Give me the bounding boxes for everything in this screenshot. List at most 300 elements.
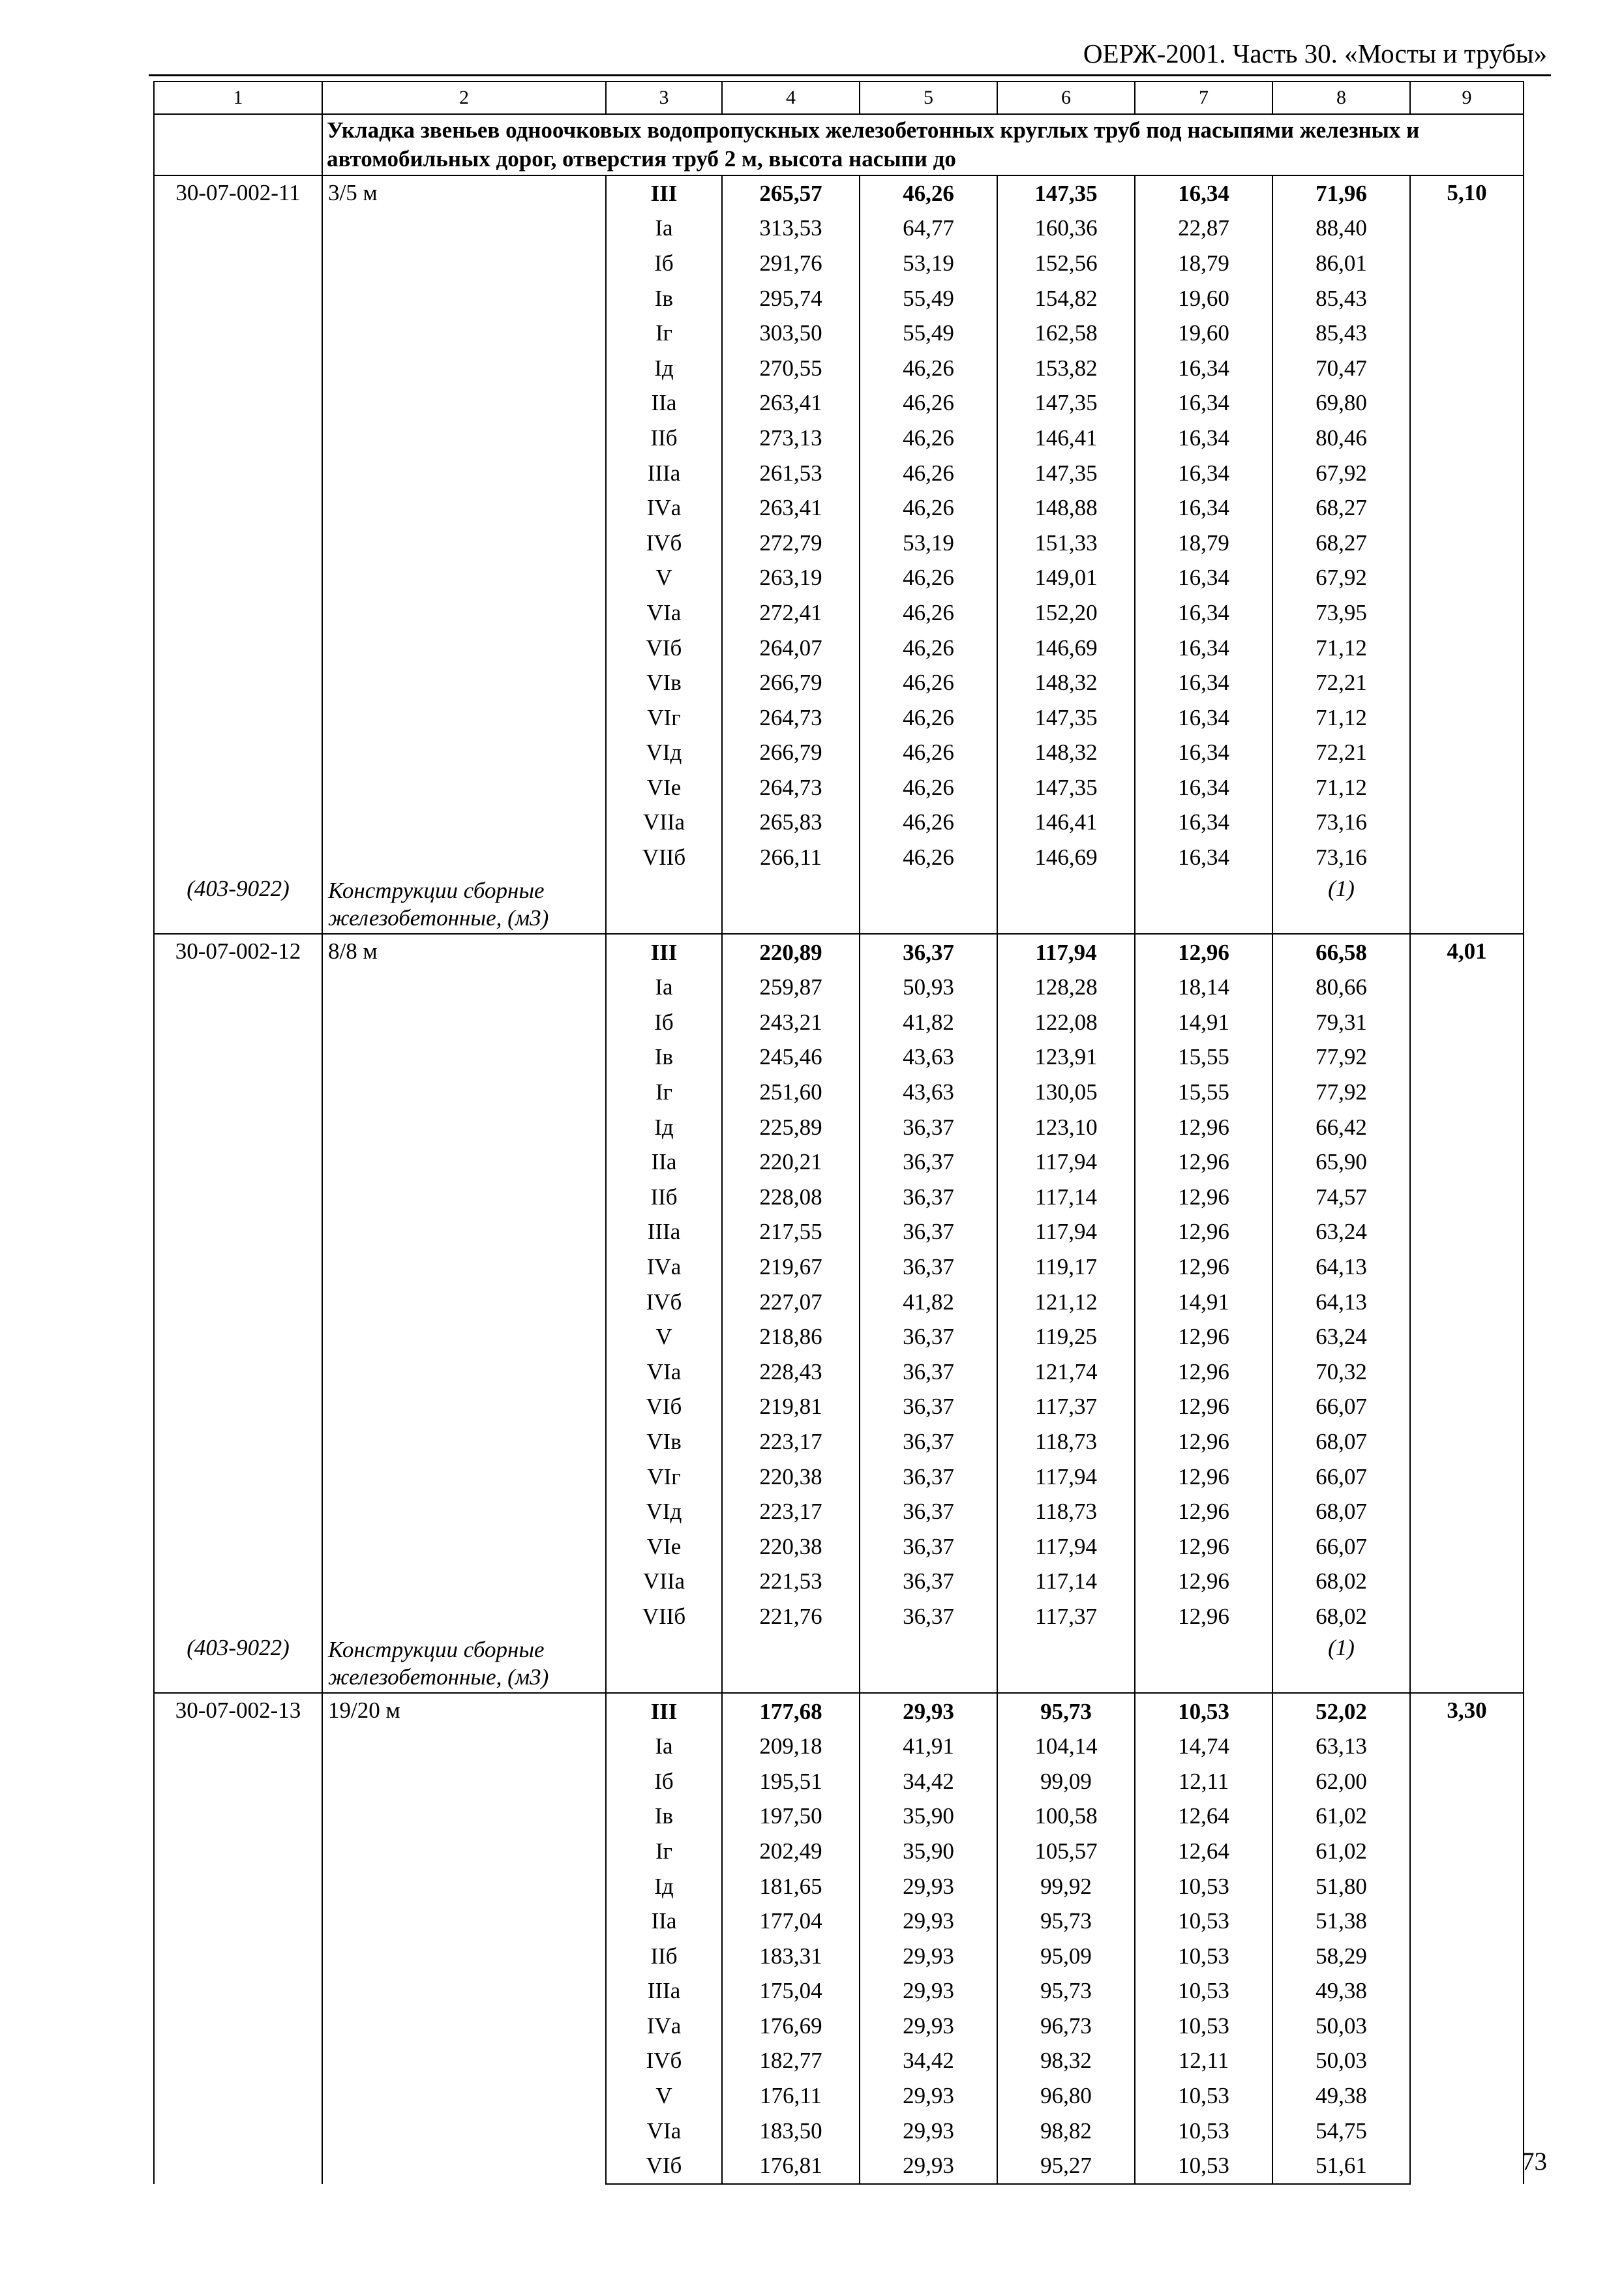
value-cell: 66,42 [1272,1109,1410,1144]
value-cell: 36,37 [860,1529,997,1564]
zone-cell: VIг [606,700,722,735]
zone-cell: Iг [606,1834,722,1869]
value-cell: 51,38 [1272,1904,1410,1939]
value-cell: 117,94 [997,1459,1135,1494]
value-cell: 46,26 [860,700,997,735]
value-cell: 34,42 [860,1763,997,1799]
value-cell: 228,43 [722,1354,860,1390]
value-cell: 119,25 [997,1319,1135,1354]
value-cell: 66,07 [1272,1529,1410,1564]
value-cell: 183,31 [722,1938,860,1973]
value-cell: 123,91 [997,1040,1135,1075]
value-cell: 223,17 [722,1424,860,1459]
zone-cell: VIIб [606,1599,722,1634]
zone-cell: IVа [606,1249,722,1285]
value-cell: 66,07 [1272,1459,1410,1494]
zone-cell: Iв [606,280,722,316]
value-cell: 263,19 [722,560,860,595]
value-cell: 223,17 [722,1494,860,1529]
value-cell: 16,34 [1135,665,1272,700]
value-cell: 118,73 [997,1424,1135,1459]
value-cell: 117,37 [997,1599,1135,1634]
resource-code: (403-9022) [154,875,322,934]
value-cell: 46,26 [860,560,997,595]
column-number: 3 [606,82,722,114]
zone-cell: Iд [606,350,722,385]
value-cell: 117,94 [997,1144,1135,1180]
value-cell: 119,17 [997,1249,1135,1285]
zone-cell: VIIа [606,805,722,840]
value-cell: 123,10 [997,1109,1135,1144]
value-cell: 34,42 [860,2043,997,2078]
value-cell: 68,27 [1272,490,1410,526]
value-cell: 105,57 [997,1834,1135,1869]
value-cell: 70,47 [1272,350,1410,385]
value-cell: 29,93 [860,1904,997,1939]
zone-cell: IIа [606,1144,722,1180]
value-cell: 160,36 [997,211,1135,246]
value-cell: 86,01 [1272,246,1410,281]
value-cell: 36,37 [860,1459,997,1494]
empty-cell [606,1634,722,1693]
value-cell: 36,37 [860,1109,997,1144]
zone-cell: Iб [606,1005,722,1040]
value-cell: 16,34 [1135,350,1272,385]
value-cell: 303,50 [722,316,860,351]
value-cell: 220,38 [722,1529,860,1564]
value-cell: 46,26 [860,770,997,805]
zone-cell: IVа [606,490,722,526]
value-cell: 63,13 [1272,1729,1410,1764]
zone-cell: VIа [606,2113,722,2148]
col9-value: 5,10 [1410,175,1524,935]
value-cell: 122,08 [997,1005,1135,1040]
value-cell: 61,02 [1272,1799,1410,1834]
value-cell: 55,49 [860,316,997,351]
resource-code: (403-9022) [154,1634,322,1693]
footer-row [154,1634,1524,1693]
value-cell: 272,79 [722,525,860,560]
value-cell: 69,80 [1272,385,1410,421]
value-cell: 195,51 [722,1763,860,1799]
value-cell: 266,79 [722,735,860,770]
table-body [154,82,1524,2184]
value-cell: 147,35 [997,385,1135,421]
value-cell: 16,34 [1135,630,1272,665]
value-cell: 95,09 [997,1938,1135,1973]
value-cell: 19,60 [1135,280,1272,316]
value-cell: 228,08 [722,1180,860,1215]
value-cell: 46,26 [860,665,997,700]
value-cell: 29,93 [860,2009,997,2044]
value-cell: 121,12 [997,1284,1135,1319]
value-cell: 12,96 [1135,1354,1272,1390]
value-cell: 54,75 [1272,2113,1410,2148]
value-cell: 10,53 [1135,1904,1272,1939]
zone-cell: VIб [606,1389,722,1424]
value-cell: 243,21 [722,1005,860,1040]
value-cell: 49,38 [1272,1973,1410,2009]
value-cell: 66,58 [1272,934,1410,970]
value-cell: 251,60 [722,1075,860,1110]
value-cell: 149,01 [997,560,1135,595]
value-cell: 12,96 [1135,1249,1272,1285]
value-cell: 51,61 [1272,2148,1410,2184]
value-cell: 14,74 [1135,1729,1272,1764]
value-cell: 264,73 [722,700,860,735]
footer-row [154,875,1524,934]
column-number-row [154,82,1524,114]
value-cell: 16,34 [1135,595,1272,631]
value-cell: 10,53 [1135,1938,1272,1973]
value-cell: 16,34 [1135,490,1272,526]
value-cell: 64,13 [1272,1284,1410,1319]
resource-name: Конструкции сборные железобетонные, (м3) [322,875,606,934]
value-cell: 36,37 [860,934,997,970]
value-cell: 176,69 [722,2009,860,2044]
value-cell: 52,02 [1272,1693,1410,1729]
value-cell: 71,12 [1272,700,1410,735]
value-cell: 12,96 [1135,1389,1272,1424]
resource-qty: (1) [1272,875,1410,934]
value-cell: 36,37 [860,1214,997,1249]
value-cell: 16,34 [1135,560,1272,595]
value-cell: 265,57 [722,175,860,211]
zone-cell: IIб [606,421,722,456]
value-cell: 128,28 [997,970,1135,1005]
value-cell: 14,91 [1135,1284,1272,1319]
column-number: 6 [997,82,1135,114]
value-cell: 220,89 [722,934,860,970]
value-cell: 16,34 [1135,700,1272,735]
value-cell: 146,41 [997,805,1135,840]
value-cell: 12,96 [1135,1214,1272,1249]
value-cell: 121,74 [997,1354,1135,1390]
value-cell: 266,11 [722,840,860,875]
value-cell: 53,19 [860,525,997,560]
value-cell: 96,80 [997,2078,1135,2114]
zone-cell: IIIа [606,455,722,490]
value-cell: 152,56 [997,246,1135,281]
zone-cell: Iг [606,316,722,351]
value-cell: 12,64 [1135,1799,1272,1834]
value-cell: 51,80 [1272,1868,1410,1904]
value-cell: 147,35 [997,175,1135,211]
value-cell: 98,32 [997,2043,1135,2078]
resource-name: Конструкции сборные железобетонные, (м3) [322,1634,606,1693]
value-cell: 10,53 [1135,2078,1272,2114]
rate-code: 30-07-002-11 [154,175,322,875]
zone-cell: IVа [606,2009,722,2044]
value-cell: 46,26 [860,350,997,385]
value-cell: 99,92 [997,1868,1135,1904]
value-cell: 46,26 [860,805,997,840]
value-cell: 29,93 [860,1868,997,1904]
value-cell: 71,12 [1272,770,1410,805]
zone-cell: IIа [606,385,722,421]
value-cell: 35,90 [860,1799,997,1834]
value-cell: 219,67 [722,1249,860,1285]
value-cell: 65,90 [1272,1144,1410,1180]
value-cell: 74,57 [1272,1180,1410,1215]
value-cell: 10,53 [1135,2113,1272,2148]
value-cell: 68,27 [1272,525,1410,560]
zone-cell: Iб [606,246,722,281]
value-cell: 46,26 [860,421,997,456]
value-cell: 270,55 [722,350,860,385]
zone-cell: Iа [606,1729,722,1764]
value-cell: 36,37 [860,1319,997,1354]
value-cell: 36,37 [860,1249,997,1285]
value-cell: 12,96 [1135,1180,1272,1215]
value-cell: 36,37 [860,1599,997,1634]
value-cell: 70,32 [1272,1354,1410,1390]
zone-cell: VIб [606,630,722,665]
value-cell: 147,35 [997,455,1135,490]
zone-cell: Iв [606,1040,722,1075]
value-cell: 96,73 [997,2009,1135,2044]
zone-cell: Iа [606,211,722,246]
value-cell: 41,82 [860,1284,997,1319]
zone-cell: V [606,2078,722,2114]
value-cell: 29,93 [860,1973,997,2009]
value-cell: 218,86 [722,1319,860,1354]
zone-cell: V [606,1319,722,1354]
value-cell: 19,60 [1135,316,1272,351]
zone-cell: III [606,175,722,211]
empty-cell [1135,875,1272,934]
value-cell: 265,83 [722,805,860,840]
empty-cell [997,1634,1135,1693]
value-cell: 46,26 [860,490,997,526]
value-cell: 162,58 [997,316,1135,351]
rate-code: 30-07-002-12 [154,934,322,1634]
header-rule [149,74,1551,76]
value-cell: 36,37 [860,1564,997,1599]
value-cell: 10,53 [1135,1973,1272,2009]
page-header: ОЕРЖ-2001. Часть 30. «Мосты и трубы» [1083,38,1547,68]
value-cell: 46,26 [860,735,997,770]
value-cell: 43,63 [860,1075,997,1110]
value-cell: 99,09 [997,1763,1135,1799]
empty-cell [860,1634,997,1693]
value-cell: 12,96 [1135,934,1272,970]
value-cell: 35,90 [860,1834,997,1869]
section-title: Укладка звеньев одноочковых водопропускных железобетонных круглых труб под насыпями железных и автомобильных дорог, отверстия труб 2 м, высота насыпи до [322,114,1524,175]
value-cell: 10,53 [1135,1693,1272,1729]
value-cell: 154,82 [997,280,1135,316]
value-cell: 14,91 [1135,1005,1272,1040]
value-cell: 273,13 [722,421,860,456]
value-cell: 183,50 [722,2113,860,2148]
value-cell: 72,21 [1272,665,1410,700]
zone-cell: VIIб [606,840,722,875]
value-cell: 95,73 [997,1973,1135,2009]
value-cell: 95,27 [997,2148,1135,2184]
zone-cell: VIд [606,735,722,770]
value-cell: 50,03 [1272,2009,1410,2044]
zone-cell: Iд [606,1109,722,1144]
value-cell: 220,38 [722,1459,860,1494]
value-cell: 146,69 [997,840,1135,875]
empty-cell [606,875,722,934]
value-cell: 55,49 [860,280,997,316]
value-cell: 68,02 [1272,1599,1410,1634]
col9-value: 4,01 [1410,934,1524,1693]
value-cell: 12,96 [1135,1144,1272,1180]
column-number: 1 [154,82,322,114]
value-cell: 197,50 [722,1799,860,1834]
value-cell: 18,14 [1135,970,1272,1005]
value-cell: 10,53 [1135,2009,1272,2044]
value-cell: 245,46 [722,1040,860,1075]
value-cell: 263,41 [722,385,860,421]
value-cell: 12,96 [1135,1564,1272,1599]
value-cell: 295,74 [722,280,860,316]
value-cell: 77,92 [1272,1040,1410,1075]
value-cell: 68,07 [1272,1424,1410,1459]
value-cell: 68,02 [1272,1564,1410,1599]
value-cell: 36,37 [860,1354,997,1390]
value-cell: 12,96 [1135,1319,1272,1354]
value-cell: 147,35 [997,700,1135,735]
empty-cell [722,1634,860,1693]
value-cell: 153,82 [997,350,1135,385]
value-cell: 16,34 [1135,385,1272,421]
value-cell: 73,95 [1272,595,1410,631]
value-cell: 50,93 [860,970,997,1005]
value-cell: 18,79 [1135,246,1272,281]
value-cell: 148,88 [997,490,1135,526]
column-number: 8 [1272,82,1410,114]
zone-cell: VIа [606,1354,722,1390]
value-cell: 220,21 [722,1144,860,1180]
table-row [154,1693,1524,1729]
value-cell: 264,07 [722,630,860,665]
column-number: 9 [1410,82,1524,114]
zone-cell: VIа [606,595,722,631]
value-cell: 12,96 [1135,1424,1272,1459]
value-cell: 118,73 [997,1494,1135,1529]
value-cell: 61,02 [1272,1834,1410,1869]
page-number: 73 [1522,2147,1547,2176]
zone-cell: Iг [606,1075,722,1110]
zone-cell: III [606,1693,722,1729]
value-cell: 80,66 [1272,970,1410,1005]
value-cell: 12,11 [1135,1763,1272,1799]
rate-name: 3/5 м [322,175,606,875]
zone-cell: Iв [606,1799,722,1834]
value-cell: 88,40 [1272,211,1410,246]
value-cell: 117,94 [997,1529,1135,1564]
rate-name: 19/20 м [322,1693,606,2183]
value-cell: 221,53 [722,1564,860,1599]
value-cell: 46,26 [860,385,997,421]
value-cell: 16,34 [1135,735,1272,770]
zone-cell: VIе [606,770,722,805]
value-cell: 71,96 [1272,175,1410,211]
value-cell: 15,55 [1135,1040,1272,1075]
value-cell: 263,41 [722,490,860,526]
empty-cell [722,875,860,934]
value-cell: 16,34 [1135,421,1272,456]
zone-cell: III [606,934,722,970]
value-cell: 259,87 [722,970,860,1005]
zone-cell: VIб [606,2148,722,2184]
value-cell: 46,26 [860,175,997,211]
value-cell: 64,13 [1272,1249,1410,1285]
value-cell: 36,37 [860,1494,997,1529]
value-cell: 43,63 [860,1040,997,1075]
resource-qty: (1) [1272,1634,1410,1693]
value-cell: 313,53 [722,211,860,246]
value-cell: 130,05 [997,1075,1135,1110]
value-cell: 10,53 [1135,2148,1272,2184]
column-number: 2 [322,82,606,114]
value-cell: 66,07 [1272,1389,1410,1424]
value-cell: 63,24 [1272,1214,1410,1249]
value-cell: 177,04 [722,1904,860,1939]
value-cell: 29,93 [860,2078,997,2114]
value-cell: 95,73 [997,1693,1135,1729]
value-cell: 181,65 [722,1868,860,1904]
zone-cell: VIе [606,1529,722,1564]
zone-cell: VIв [606,665,722,700]
value-cell: 15,55 [1135,1075,1272,1110]
value-cell: 146,69 [997,630,1135,665]
value-cell: 177,68 [722,1693,860,1729]
value-cell: 49,38 [1272,2078,1410,2114]
col9-value: 3,30 [1410,1693,1524,2183]
value-cell: 36,37 [860,1144,997,1180]
zone-cell: IVб [606,1284,722,1319]
value-cell: 67,92 [1272,560,1410,595]
value-cell: 10,53 [1135,1868,1272,1904]
value-cell: 58,29 [1272,1938,1410,1973]
value-cell: 148,32 [997,735,1135,770]
value-cell: 62,00 [1272,1763,1410,1799]
value-cell: 12,96 [1135,1459,1272,1494]
zone-cell: IIб [606,1938,722,1973]
empty-cell [1135,1634,1272,1693]
value-cell: 16,34 [1135,770,1272,805]
value-cell: 46,26 [860,455,997,490]
value-cell: 117,37 [997,1389,1135,1424]
value-cell: 29,93 [860,2113,997,2148]
value-cell: 146,41 [997,421,1135,456]
zone-cell: VIд [606,1494,722,1529]
zone-cell: IVб [606,525,722,560]
value-cell: 85,43 [1272,280,1410,316]
value-cell: 36,37 [860,1424,997,1459]
column-number: 7 [1135,82,1272,114]
zone-cell: IIIа [606,1214,722,1249]
section-title-row [154,114,1524,175]
value-cell: 209,18 [722,1729,860,1764]
value-cell: 36,37 [860,1389,997,1424]
table-row [154,934,1524,970]
value-cell: 148,32 [997,665,1135,700]
zone-cell: VIв [606,1424,722,1459]
zone-cell: IIIа [606,1973,722,2009]
value-cell: 29,93 [860,2148,997,2184]
value-cell: 79,31 [1272,1005,1410,1040]
value-cell: 104,14 [997,1729,1135,1764]
empty-cell [860,875,997,934]
value-cell: 100,58 [997,1799,1135,1834]
value-cell: 41,82 [860,1005,997,1040]
rate-name: 8/8 м [322,934,606,1634]
